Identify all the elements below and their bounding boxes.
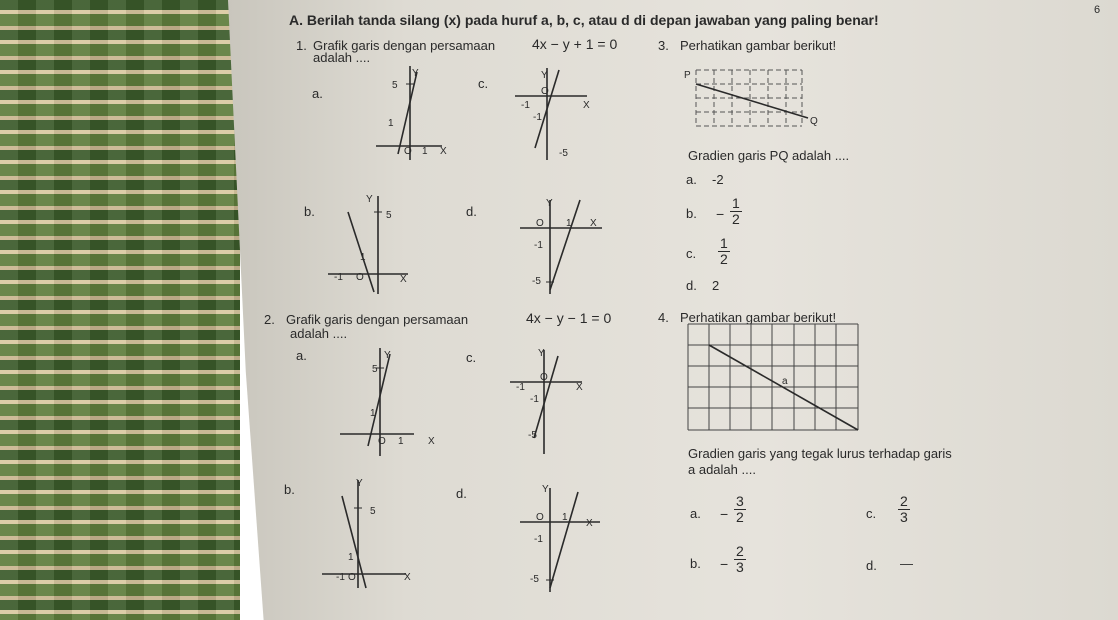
q2d-label-o: O [536,512,544,523]
page-number: 6 [1094,4,1101,16]
q1a-label-5: 5 [392,80,398,91]
q1-number: 1. [296,38,307,53]
q1d-label-neg1: -1 [534,240,543,251]
q4-answer-b-letter[interactable]: b. [690,556,701,571]
q1-option-c[interactable]: c. [478,76,489,91]
q3-answer-b-letter[interactable]: b. [686,206,697,221]
q3-label-p: P [684,70,691,81]
q3-answer-c-letter[interactable]: c. [686,246,697,261]
q3-text: Perhatikan gambar berikut! [680,38,837,53]
q2-equation: 4x − y − 1 = 0 [526,310,612,326]
q1c-label-neg1y: -1 [533,112,542,123]
q1a-label-x: X [440,146,447,157]
q2-graph-a [340,348,435,458]
q3-answer-b-fraction [730,196,742,227]
q1d-label-1: 1 [566,218,572,229]
q3-number: 3. [658,38,669,53]
q2-option-b[interactable]: b. [284,482,295,497]
q1-option-b[interactable]: b. [304,204,315,219]
q4-answer-c-letter[interactable]: c. [866,506,877,521]
background-mat [0,0,240,620]
q1d-label-x: X [590,218,597,229]
q2b-label-o: O [348,572,356,583]
q4-number: 4. [658,310,669,325]
q1b-label-5: 5 [386,210,392,221]
q2d-label-neg5: -5 [530,574,539,585]
q1c-label-neg1: -1 [521,100,530,111]
q4-answer-b-sign: − [720,556,729,572]
q3-question: Gradien garis PQ adalah .... [688,148,850,163]
q4-answer-a-letter[interactable]: a. [690,506,701,521]
q3-answer-c-num: 1 [720,235,728,251]
q2c-label-neg5: -5 [528,430,537,441]
q4-question-line1: Gradien garis yang tegak lurus terhadap garis [688,446,952,461]
q4-answer-a-fraction [734,494,746,525]
q2a-label-x: X [428,436,435,447]
q3-answer-b-sign: − [716,206,725,222]
q4-answer-d-value: — [900,556,913,571]
q3-label-q: Q [810,116,818,127]
q2b-label-y: Y [356,478,363,489]
q2a-label-5: 5 [372,364,378,375]
q4-answer-b-num: 2 [736,543,744,559]
q1-equation: 4x − y + 1 = 0 [532,36,618,52]
q1d-label-y: Y [546,198,553,209]
q4-label-a: a [782,376,788,387]
q2c-label-o: O [540,372,548,383]
q3-answer-b-num: 1 [732,195,740,211]
q1c-label-neg5: -5 [559,148,568,159]
q1d-label-neg5: -5 [532,276,541,287]
q4-grid [688,324,860,434]
q2b-label-x: X [404,572,411,583]
q1c-label-y: Y [541,70,548,81]
q2-text: Grafik garis dengan persamaan [286,312,469,327]
q1-graph-d [520,196,610,296]
q1b-label-o: O [356,272,364,283]
q1c-label-x: X [583,100,590,111]
q2b-label-neg1: -1 [336,572,345,583]
q3-answer-c-fraction [718,236,730,267]
q1b-label-neg1: -1 [334,272,343,283]
q4-answer-c-den: 3 [900,509,908,525]
q2d-label-1: 1 [562,512,568,523]
q2c-label-y: Y [538,348,545,359]
q2c-label-neg1: -1 [516,382,525,393]
q3-answer-c-den: 2 [720,251,728,267]
q4-answer-a-sign: − [720,506,729,522]
q4-answer-b-fraction [734,544,746,575]
q2d-label-neg1: -1 [534,534,543,545]
q1a-label-o: O [404,146,412,157]
q2b-label-5: 5 [370,506,376,517]
q3-answer-d-value: 2 [712,278,720,293]
q3-answer-a-value: -2 [712,172,724,187]
q1a-label-1: 1 [388,118,394,129]
q3-answer-d-letter[interactable]: d. [686,278,697,293]
q2-option-c[interactable]: c. [466,350,477,365]
q4-answer-d-letter[interactable]: d. [866,558,877,573]
q2-graph-b [322,480,412,590]
q2a-label-1: 1 [370,408,376,419]
q3-dashed-grid [680,62,818,142]
q1-graph-a [370,62,450,162]
q1-suffix: adalah .... [313,50,371,65]
q1b-label-1: 1 [360,252,366,263]
q1d-label-o: O [536,218,544,229]
q4-answer-a-den: 2 [736,509,744,525]
q1a-label-1x: 1 [422,146,428,157]
q2-graph-c [500,346,590,456]
q2-option-d[interactable]: d. [456,486,467,501]
q2a-label-y: Y [384,350,391,361]
q1-text: Grafik garis dengan persamaan [313,38,496,53]
q4-answer-b-den: 3 [736,559,744,575]
q1c-label-o: O [541,86,549,97]
q3-answer-a-letter[interactable]: a. [686,172,697,187]
q2d-label-y: Y [542,484,549,495]
q2a-label-1x: 1 [398,436,404,447]
q2c-label-x: X [576,382,583,393]
q2c-label-neg1y: -1 [530,394,539,405]
q1-graph-c [515,64,595,164]
q1-option-a[interactable]: a. [312,86,323,101]
q4-text: Perhatikan gambar berikut! [680,310,837,325]
q1-option-d[interactable]: d. [466,204,477,219]
q4-question-line2: a adalah .... [688,462,756,477]
q2b-label-1: 1 [348,552,354,563]
q2d-label-x: X [586,518,593,529]
section-header: A. Berilah tanda silang (x) pada huruf a, b, c, atau d di depan jawaban yang paling benar! [289,12,879,28]
q4-answer-c-fraction [898,494,910,525]
q2-suffix: adalah .... [290,326,348,341]
q1b-label-y: Y [366,194,373,205]
q2-option-a[interactable]: a. [296,348,307,363]
q2a-label-o: O [378,436,386,447]
q1a-label-y: Y [412,68,419,79]
q4-answer-c-num: 2 [900,493,908,509]
q1b-label-x: X [400,274,407,285]
q3-answer-b-den: 2 [732,211,740,227]
q2-graph-d [520,484,610,594]
q1-graph-b [328,196,418,296]
q4-answer-a-num: 3 [736,493,744,509]
q2-number: 2. [264,312,275,327]
